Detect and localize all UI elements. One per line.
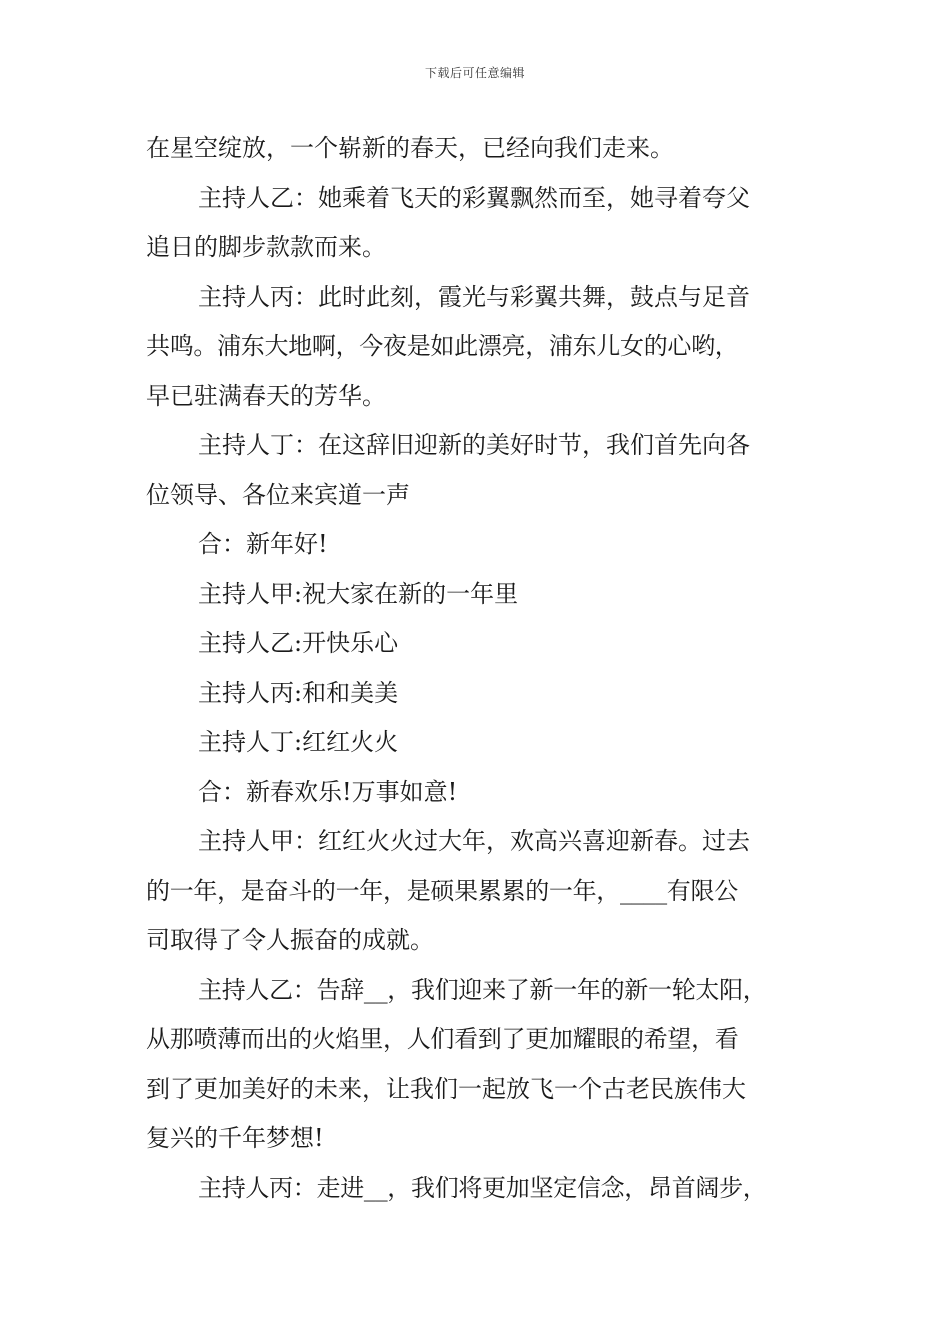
text-line: 司取得了令人振奋的成就。 bbox=[146, 926, 434, 954]
text-line: 主持人乙：她乘着飞天的彩翼飘然而至，她寻着夸父 bbox=[198, 183, 750, 212]
text-line: 主持人乙：告辞__，我们迎来了新一年的新一轮太阳， bbox=[198, 975, 767, 1004]
text-line: 早已驻满春天的芳华。 bbox=[146, 381, 386, 410]
text-line: 从那喷薄而出的火焰里，人们看到了更加耀眼的希望，看 bbox=[146, 1025, 739, 1053]
text-line: 复兴的千年梦想! bbox=[146, 1124, 324, 1152]
text-line: 主持人丙：此时此刻，霞光与彩翼共舞，鼓点与足音 bbox=[198, 282, 750, 311]
text-line: 主持人丙:和和美美 bbox=[198, 678, 399, 707]
text-line: 主持人甲：红红火火过大年，欢高兴喜迎新春。过去 bbox=[198, 827, 750, 855]
text-line: 合：新春欢乐!万事如意! bbox=[198, 777, 458, 806]
text-line: 在星空绽放，一个崭新的春天，已经向我们走来。 bbox=[146, 134, 674, 162]
text-line: 合：新年好! bbox=[198, 530, 328, 558]
text-line: 主持人丁：在这辞旧迎新的美好时节，我们首先向各 bbox=[198, 431, 750, 459]
text-line: 共鸣。浦东大地啊，今夜是如此漂亮，浦东儿女的心哟， bbox=[146, 332, 739, 360]
page-header: 下载后可任意编辑 bbox=[424, 66, 525, 80]
text-line: 到了更加美好的未来，让我们一起放飞一个古老民族伟大 bbox=[146, 1074, 746, 1103]
text-line: 位领导、各位来宾道一声 bbox=[146, 480, 410, 509]
document-body bbox=[146, 124, 816, 1213]
text-line: 主持人丁:红红火火 bbox=[198, 728, 399, 756]
text-line: 主持人丙：走进__，我们将更加坚定信念，昂首阔步， bbox=[198, 1173, 767, 1202]
text-line: 主持人甲:祝大家在新的一年里 bbox=[198, 579, 519, 608]
text-line: 追日的脚步款款而来。 bbox=[146, 233, 386, 261]
text-line: 主持人乙:开快乐心 bbox=[198, 629, 399, 657]
text-line: 的一年，是奋斗的一年，是硕果累累的一年，____有限公 bbox=[146, 876, 738, 905]
